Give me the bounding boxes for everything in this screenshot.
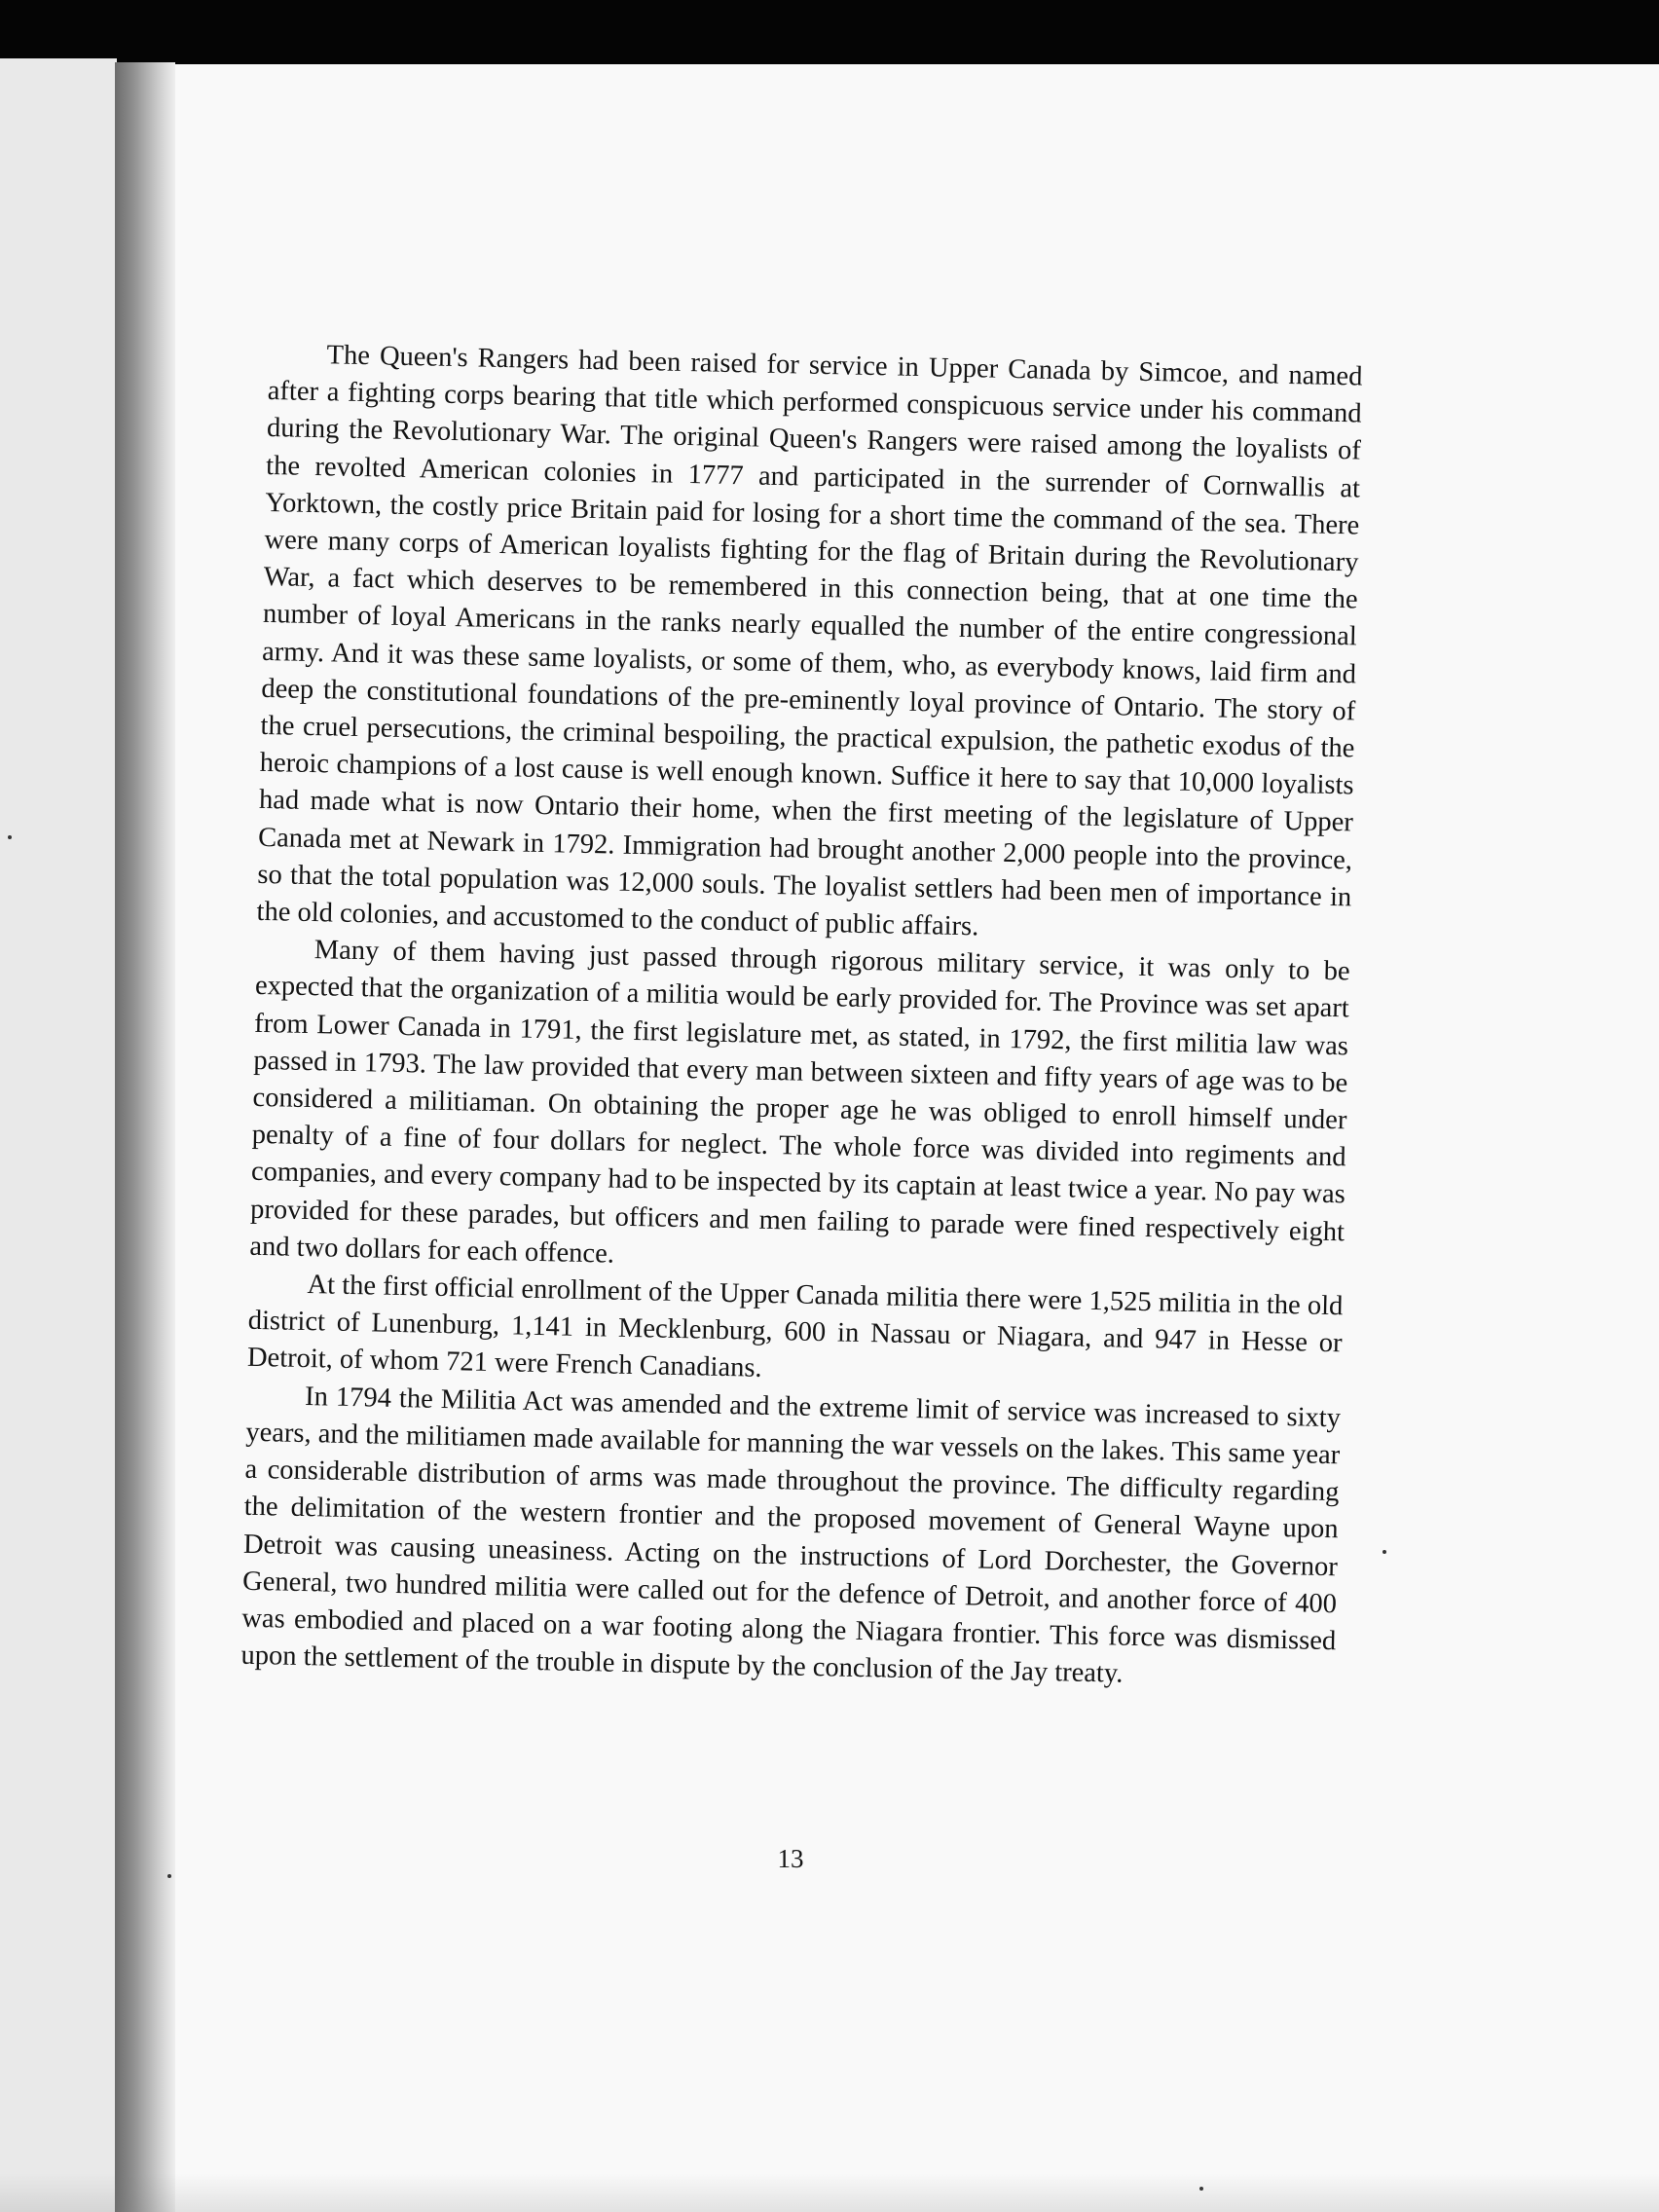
scan-speck	[167, 1874, 171, 1878]
paragraph-militia-act-1794: In 1794 the Militia Act was amended and the extreme limit of service was increased to sixty years, and the militiamen made available for manning the war vessels on the lakes. This same year a considerable distribution of arms was made throughout the province. The difficulty regarding the delimitation of the western frontier and the proposed movement of General Wayne upon Detroit was causing uneasiness. Acting on the instructions of Lord Dorchester, the Governor General, two hundred militia were called out for the defence of Detroit, and another force of 400 was embodied and placed on a war footing along the Niagara frontier. This force was dismissed upon the settlement of the trouble in dispute by the conclusion of the Jay treaty.	[240, 1381, 1342, 1689]
paragraph-first-enrollment: At the first official enrollment of the Upper Canada militia there were 1,525 militia in the old district of Lunenburg, 1,141 in Mecklenburg, 600 in Nassau or Niagara, and 947 in Hesse or Detroit, of whom 721 were French Canadians.	[246, 1270, 1344, 1384]
page-number: 13	[777, 1844, 804, 1873]
scan-speck	[8, 835, 12, 839]
left-facing-page-edge	[0, 58, 117, 2212]
spine-shadow	[115, 62, 175, 2212]
paragraph-militia-organization: Many of them having just passed through rigorous military service, it was only to be expected that the organization of a militia would be early provided for. The Province was set apart from Lower Canada in 1791, the first legislature met, as stated, in 1792, the first militia law was passed in 1793. The law provided that every man between sixteen and fifty years of age was to be considered a militiaman. On obtaining the proper age he was obliged to enroll himself under penalty of a fine of four dollars for neglect. The whole force was divided into regiments and companies, and every company had to be inspected by its captain at least twice a year. No pay was provided for these parades, but officers and men failing to parade were fined respectively eight and two dollars for each offence.	[249, 935, 1350, 1270]
paragraph-queens-rangers: The Queen's Rangers had been raised for service in Upper Canada by Simcoe, and named after a fighting corps bearing that title which performed conspicuous service under his command during the Revolutionary War. The original Queen's Rangers were raised among the loyalists of the revolted American colonies in 1777 and participated in the surrender of Cornwallis at Yorktown, the costly price Britain paid for losing for a short time the command of the sea. There were many corps of American loyalists fighting for the flag of Britain during the Revolutionary War, a fact which deserves to be remembered in this connection being, that at one time the number of loyal Americans in the ranks nearly equalled the number of the entire congressional army. And it was these same loyalists, or some of them, who, as everybody knows, laid firm and deep the constitutional foundations of the pre-eminently loyal province of Ontario. The story of the cruel persecutions, the criminal bespoiling, the practical expulsion, the pathetic exodus of the heroic champions of a lost cause is well enough known. Suffice it here to say that 10,000 loyalists had made what is now Ontario their home, when the first meeting of the legislature of Upper Canada met at Newark in 1792. Immigration had brought another 2,000 people into the province, so that the total population was 12,000 souls. The loyalist settlers had been men of importance in the old colonies, and accustomed to the conduct of public affairs.	[256, 340, 1363, 942]
scan-speck	[1382, 1550, 1386, 1554]
body-text	[240, 336, 1363, 1698]
bottom-edge-shadow	[0, 2173, 1659, 2212]
scanner-top-edge	[0, 0, 1659, 68]
